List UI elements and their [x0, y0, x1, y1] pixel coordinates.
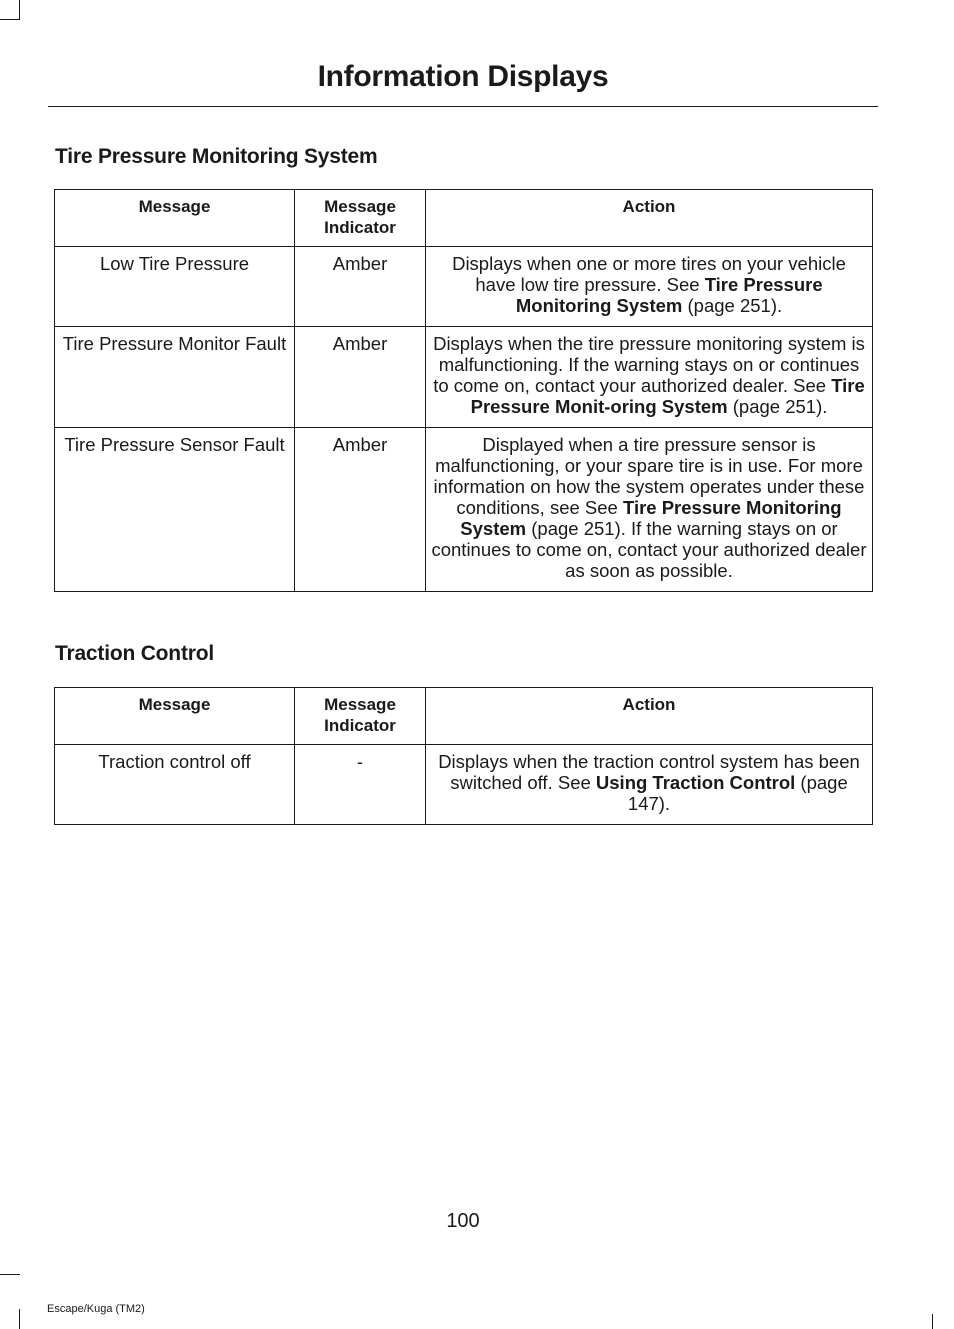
action-text: Displays when the traction control system has been switched off. See	[438, 751, 860, 793]
table-header-row	[55, 190, 873, 247]
page-number: 100	[446, 1210, 480, 1232]
crop-mark	[19, 1309, 20, 1329]
table-row	[55, 327, 873, 428]
table-row	[55, 247, 873, 327]
table-row	[55, 745, 873, 825]
indicator-cell: -	[295, 745, 426, 825]
action-cell	[426, 428, 873, 592]
page-reference: (page 251).	[727, 396, 828, 417]
cross-reference-link[interactable]: Tire Pressure Monitoring System	[515, 274, 823, 316]
page-reference: (page 251).	[682, 295, 783, 316]
cross-reference-link[interactable]: Tire Pressure Monit-oring System	[470, 375, 865, 417]
crop-mark	[0, 19, 20, 20]
table-row	[55, 428, 873, 592]
action-cell	[426, 327, 873, 428]
page-reference: (page 251). If the warning stays on or continues to come on, contact your authorized dealer as soon as possible.	[431, 518, 867, 581]
action-cell	[426, 247, 873, 327]
column-header-indicator: Message Indicator	[295, 190, 426, 247]
traction-control-table	[54, 687, 873, 825]
column-header-indicator: Message Indicator	[295, 688, 426, 745]
cross-reference-link[interactable]: Using Traction Control	[595, 772, 796, 793]
column-header-message: Message	[55, 688, 295, 745]
cross-reference-link[interactable]: Tire Pressure Monitoring System	[460, 497, 842, 539]
action-text: Displays when one or more tires on your vehicle have low tire pressure. See	[452, 253, 846, 295]
tpms-table	[54, 189, 873, 592]
footer-model-label: Escape/Kuga (TM2)	[47, 1303, 145, 1315]
message-cell: Tire Pressure Sensor Fault	[55, 428, 295, 592]
section-heading-traction-control: Traction Control	[55, 642, 214, 665]
column-header-action: Action	[426, 190, 873, 247]
action-text: Displays when the tire pressure monitoring system is malfunctioning. If the warning stays on or continues to come on, contact your authorized dealer. See	[433, 333, 865, 396]
message-cell: Tire Pressure Monitor Fault	[55, 327, 295, 428]
action-text: Displayed when a tire pressure sensor is malfunctioning, or your spare tire is in use. For more information on how the system operates under these conditions, see See	[433, 434, 865, 518]
indicator-cell: Amber	[295, 247, 426, 327]
page-title: Information Displays	[317, 60, 609, 93]
table-header-row	[55, 688, 873, 745]
column-header-action: Action	[426, 688, 873, 745]
section-heading-tpms: Tire Pressure Monitoring System	[55, 145, 378, 168]
indicator-cell: Amber	[295, 327, 426, 428]
action-cell	[426, 745, 873, 825]
indicator-cell: Amber	[295, 428, 426, 592]
message-cell: Low Tire Pressure	[55, 247, 295, 327]
crop-mark	[0, 1274, 20, 1275]
message-cell: Traction control off	[55, 745, 295, 825]
page-reference: (page 147).	[627, 772, 848, 814]
crop-mark	[19, 0, 20, 20]
column-header-message: Message	[55, 190, 295, 247]
crop-mark	[932, 1314, 933, 1329]
title-divider	[48, 106, 878, 107]
